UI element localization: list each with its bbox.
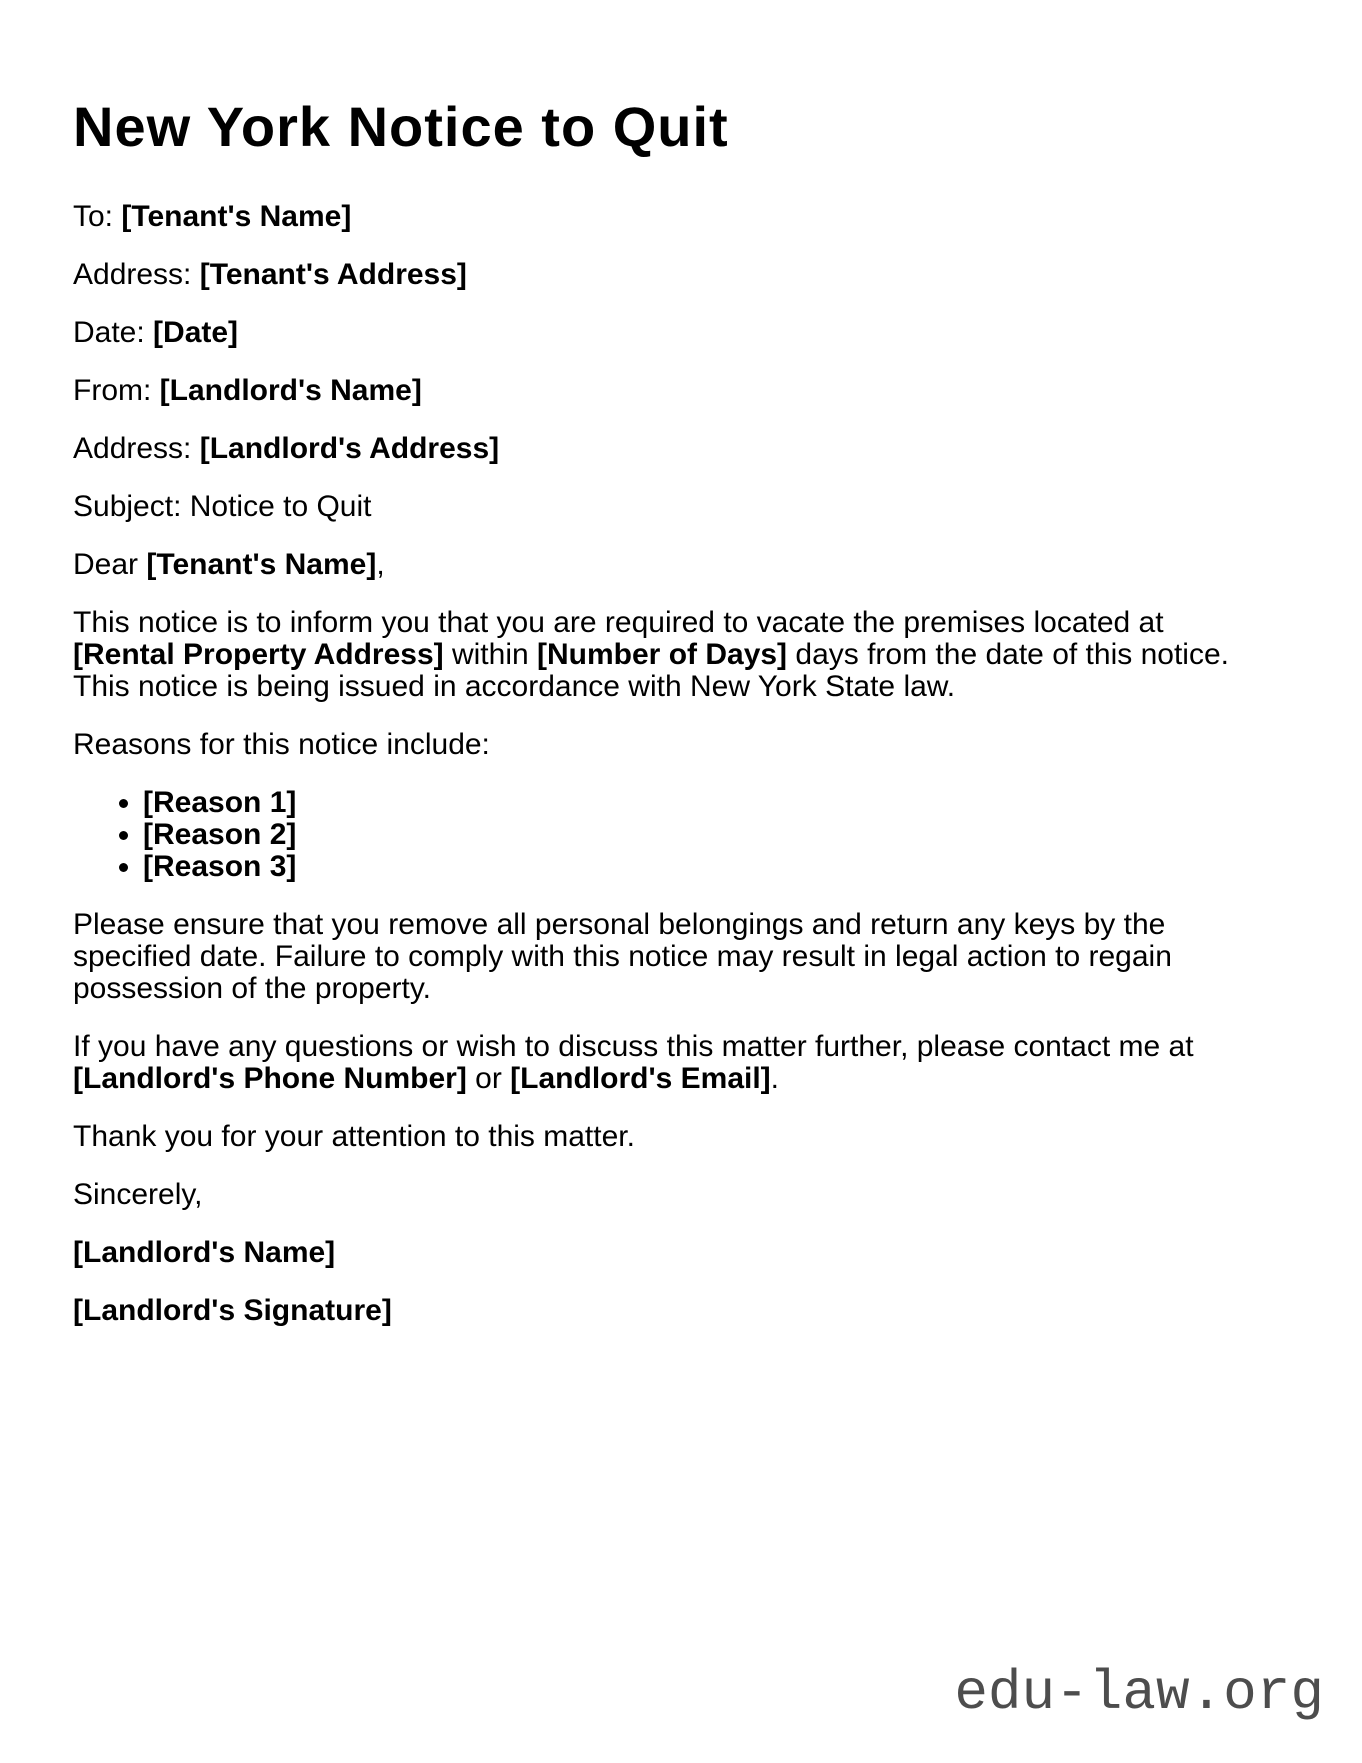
reason-item-3: • [Reason 3] (143, 851, 1263, 883)
site-watermark: edu-law.org (954, 1661, 1324, 1725)
rental-property-address-placeholder: [Rental Property Address] (73, 638, 444, 671)
paragraph-vacate-notice (73, 607, 1263, 703)
landlord-address-label: Address: (73, 432, 200, 465)
to-label: To: (73, 200, 122, 233)
subject-line: Subject: Notice to Quit (73, 490, 372, 523)
closing-sincerely: Sincerely, (73, 1178, 203, 1211)
contact-text-3: . (770, 1062, 780, 1095)
tenant-address-placeholder: [Tenant's Address] (199, 258, 467, 291)
salutation-tenant-name-placeholder: [Tenant's Name] (146, 548, 377, 581)
intro-text-2: within (443, 638, 538, 671)
signature-line (73, 1295, 1263, 1327)
reason-item-1: • [Reason 1] (143, 787, 1263, 819)
paragraph-contact (73, 1031, 1263, 1095)
reasons-intro: Reasons for this notice include: (73, 728, 490, 761)
signature-placeholder: [Landlord's Signature] (73, 1294, 392, 1327)
tenant-name-placeholder: [Tenant's Name] (121, 200, 352, 233)
field-to (73, 201, 1263, 233)
salutation (73, 549, 1263, 581)
reasons-list (73, 787, 1263, 883)
field-tenant-address (73, 259, 1263, 291)
intro-text-1: This notice is to inform you that you are required to vacate the premises located at (73, 606, 1164, 639)
paragraph-belongings: Please ensure that you remove all personal belongings and return any keys by the specified date. Failure to comply with this notice may result in legal action to regain possession of the property. (73, 908, 1172, 1005)
page-title: New York Notice to Quit (73, 95, 729, 158)
field-landlord-address (73, 433, 1263, 465)
contact-text-1: If you have any questions or wish to discuss this matter further, please contact me at (73, 1030, 1194, 1063)
field-from (73, 375, 1263, 407)
salutation-suffix: , (376, 548, 385, 581)
landlord-name-placeholder: [Landlord's Name] (159, 374, 422, 407)
salutation-prefix: Dear (73, 548, 147, 581)
tenant-address-label: Address: (73, 258, 200, 291)
signature-name (73, 1237, 1263, 1269)
landlord-phone-placeholder: [Landlord's Phone Number] (73, 1062, 467, 1095)
contact-text-2: or (466, 1062, 511, 1095)
intro-text-4: This notice is being issued in accordance with New York State law. (73, 670, 956, 703)
number-of-days-placeholder: [Number of Days] (537, 638, 788, 671)
landlord-address-placeholder: [Landlord's Address] (199, 432, 500, 465)
date-label: Date: (73, 316, 154, 349)
reason-item-2: • [Reason 2] (143, 819, 1263, 851)
signature-name-placeholder: [Landlord's Name] (73, 1236, 336, 1269)
date-placeholder: [Date] (153, 316, 239, 349)
paragraph-thanks: Thank you for your attention to this matter. (73, 1120, 635, 1153)
from-label: From: (73, 374, 160, 407)
landlord-email-placeholder: [Landlord's Email] (510, 1062, 771, 1095)
intro-text-3: days from the date of this notice. (787, 638, 1229, 671)
field-date (73, 317, 1263, 349)
